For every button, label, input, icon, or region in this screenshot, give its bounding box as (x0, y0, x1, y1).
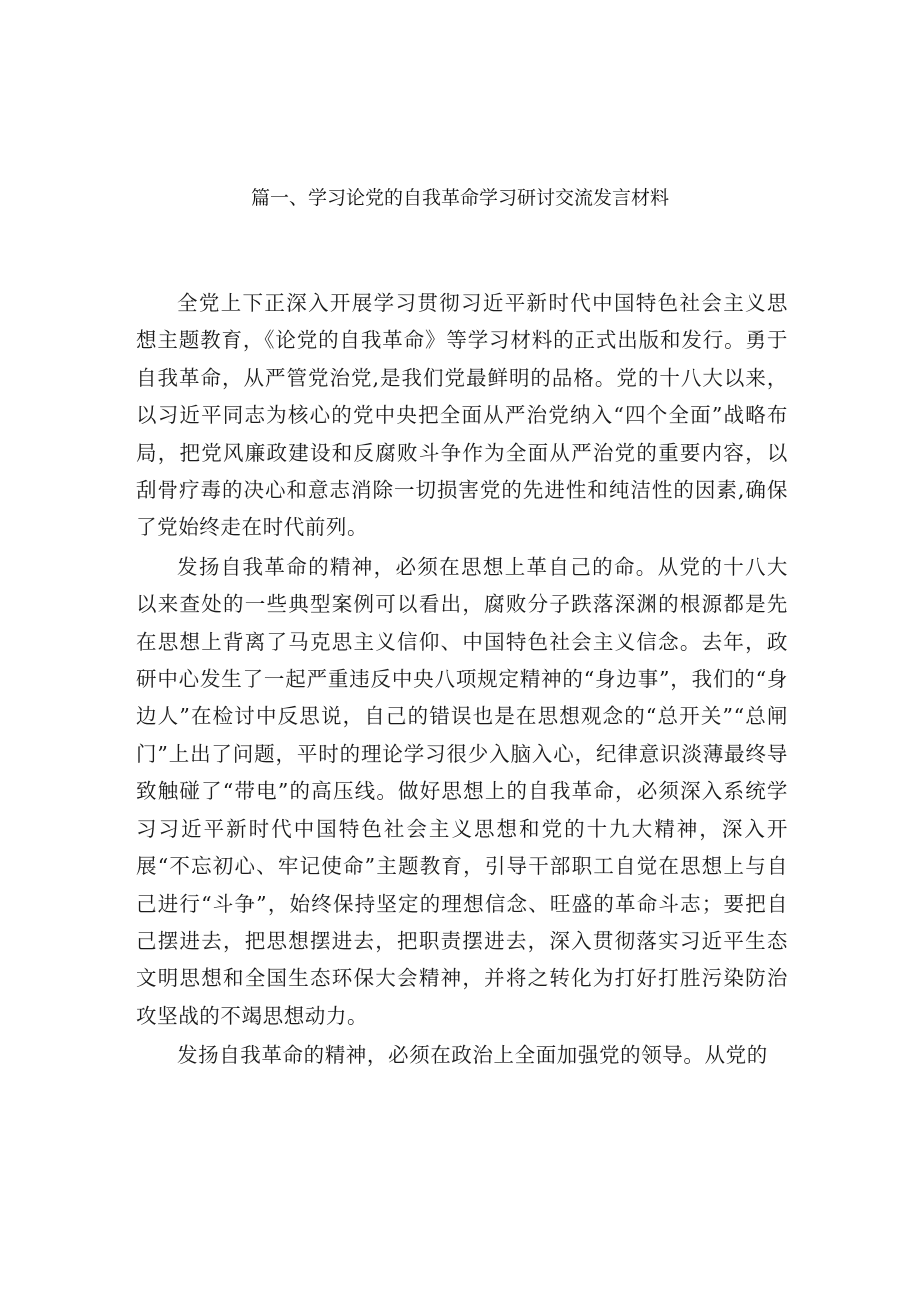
paragraph-1: 全党上下正深入开展学习贯彻习近平新时代中国特色社会主义思想主题教育，《论党的自我革命》等学习材料的正式出版和发行。勇于自我革命，从严管党治党,是我们党最鲜明的品格。党的十八大以来，以习近平同志为核心的党中央把全面从严治党纳入“四个全面”战略布局，把党风廉政建设和反腐败斗争作为全面从严治党的重要内容，以刮骨疗毒的决心和意志消除一切损害党的先进性和纯洁性的因素,确保了党始终走在时代前列。 (136, 291, 788, 540)
paragraph-3: 发扬自我革命的精神，必须在政治上全面加强党的领导。从党的 (177, 1043, 768, 1068)
document-body (136, 285, 788, 1075)
paragraph-2: 发扬自我革命的精神，必须在思想上革自己的命。从党的十八大以来查处的一些典型案例可以看出，腐败分子跌落深渊的根源都是先在思想上背离了马克思主义信仰、中国特色社会主义信念。去年，政研中心发生了一起严重违反中央八项规定精神的“身边事”，我们的“身边人”在检讨中反思说，自己的错误也是在思想观念的“总开关”“总闸门”上出了问题，平时的理论学习很少入脑入心，纪律意识淡薄最终导致触碰了“带电”的高压线。做好思想上的自我革命，必须深入系统学习习近平新时代中国特色社会主义思想和党的十九大精神，深入开展“不忘初心、牢记使命”主题教育，引导干部职工自觉在思想上与自己进行“斗争”，始终保持坚定的理想信念、旺盛的革命斗志；要把自己摆进去，把思想摆进去，把职责摆进去，深入贯彻落实习近平生态文明思想和全国生态环保大会精神，并将之转化为打好打胜污染防治攻坚战的不竭思想动力。 (136, 554, 788, 1028)
document-title: 篇一、学习论党的自我革命学习研讨交流发言材料 (250, 187, 669, 209)
